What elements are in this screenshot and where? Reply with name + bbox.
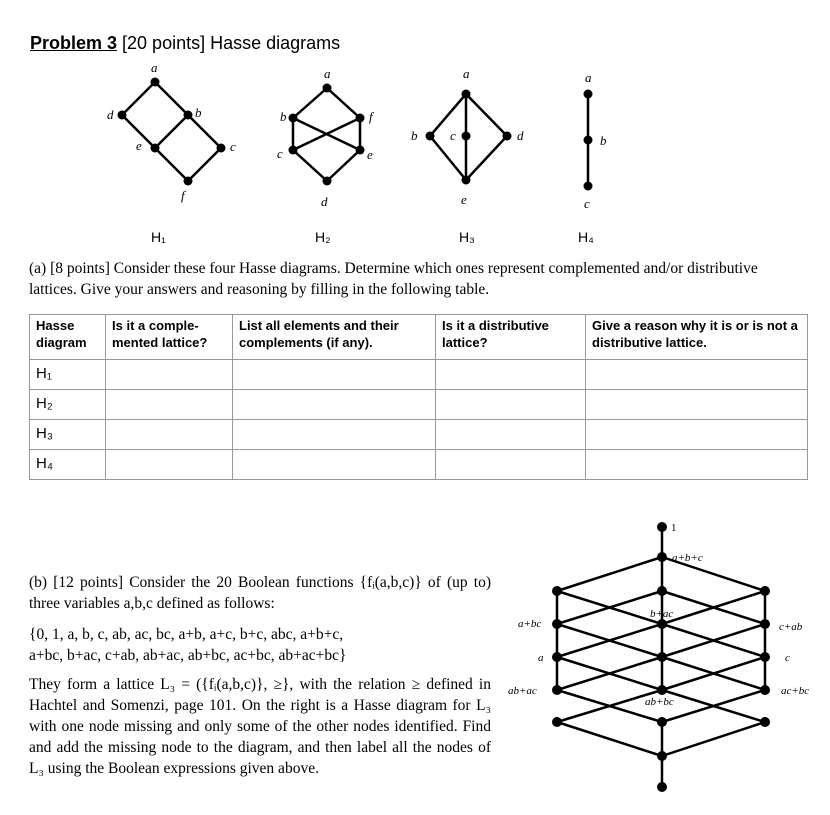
h2-label-a: a xyxy=(324,66,331,81)
row-label-h2: H₂ xyxy=(30,390,106,420)
lattice-node xyxy=(760,717,770,727)
row-label-h4: H₄ xyxy=(30,450,106,480)
lattice-node xyxy=(760,586,770,596)
problem-points-title: [20 points] Hasse diagrams xyxy=(117,33,341,53)
lattice-node xyxy=(657,586,667,596)
h4-caption: H₄ xyxy=(578,229,594,245)
lattice-node-bottom xyxy=(657,782,667,792)
h1-label-a: a xyxy=(151,60,158,75)
h1-caption: H₁ xyxy=(151,229,166,245)
part-b-set-line-1: {0, 1, a, b, c, ab, ac, bc, a+b, a+c, b+c, abc, a+b+c, xyxy=(29,626,344,643)
h1-label-f: f xyxy=(181,188,185,203)
h2-label-b: b xyxy=(280,109,287,124)
lattice-node xyxy=(657,619,667,629)
h4-label-a: a xyxy=(585,70,592,85)
header-reason: Give a reason why it is or is not a distributive lattice. xyxy=(586,315,808,360)
header-distributive: Is it a distributive lattice? xyxy=(436,315,586,360)
lattice-node xyxy=(657,552,667,562)
part-a-text: (a) [8 points] Consider these four Hasse diagrams. Determine which ones represent complemented and/or distributive lattices. Give your answers and reasoning by filling in the following table. xyxy=(29,260,758,298)
row-label-h3: H₃ xyxy=(30,420,106,450)
h4-label-b: b xyxy=(600,133,607,148)
lattice-node xyxy=(657,652,667,662)
h3-label-d: d xyxy=(517,128,524,143)
h1-label-e: e xyxy=(136,138,142,153)
lattice-label-c: c xyxy=(785,652,790,664)
lattice-node xyxy=(657,751,667,761)
lattice-node xyxy=(552,652,562,662)
lattice-node xyxy=(760,619,770,629)
h3-label-b: b xyxy=(411,128,418,143)
lattice-label-b-ac: b+ac xyxy=(650,608,674,620)
lattice-node-top xyxy=(657,522,667,532)
problem-number: Problem 3 xyxy=(30,33,118,53)
h1-label-d: d xyxy=(107,107,114,122)
h3-label-e: e xyxy=(461,192,467,207)
h1-label-c: c xyxy=(230,139,236,154)
lattice-label-ac-bc: ac+bc xyxy=(781,685,810,697)
lattice-label-ab-ac: ab+ac xyxy=(508,685,537,697)
h3-caption: H₃ xyxy=(459,229,475,245)
lattice-label-a-bc: a+bc xyxy=(518,618,542,630)
h2-label-c: c xyxy=(277,146,283,161)
lattice-label-ab-bc: ab+bc xyxy=(645,696,674,708)
h2-label-f: f xyxy=(369,109,373,124)
lattice-label-a-b-c: a+b+c xyxy=(672,552,703,564)
lattice-label-a: a xyxy=(538,652,544,664)
part-b-set-line-2: a+bc, b+ac, c+ab, ab+ac, ab+bc, ac+bc, ab+ac+bc} xyxy=(29,647,347,664)
lattice-node xyxy=(552,586,562,596)
lattice-node xyxy=(760,685,770,695)
lattice-node xyxy=(760,652,770,662)
header-complemented: Is it a comple-mented lattice? xyxy=(106,315,233,360)
lattice-node xyxy=(552,685,562,695)
lattice-node xyxy=(552,619,562,629)
h1-label-b: b xyxy=(195,105,202,120)
h3-label-c: c xyxy=(450,128,456,143)
lattice-label-top: 1 xyxy=(671,522,677,534)
h2-caption: H₂ xyxy=(315,229,331,245)
header-hasse-diagram: Hasse diagram xyxy=(30,315,106,360)
h2-label-d: d xyxy=(321,194,328,209)
header-complements-list: List all elements and their complements (if any). xyxy=(233,315,436,360)
lattice-node xyxy=(657,717,667,727)
row-label-h1: H₁ xyxy=(30,360,106,390)
h4-label-c: c xyxy=(584,196,590,211)
h2-label-e: e xyxy=(367,147,373,162)
part-b-paragraph: They form a lattice L₃ = ({fᵢ(a,b,c)}, ≥}, with the relation ≥ defined in Hachtel and Somenzi, page 101. On the right is a Hasse diagram for L₃ with one node missing and only some of the other nodes identified. Find and add the missing node to the diagram, and then label all the nodes of L₃ using the Boolean expressions given above. xyxy=(29,676,491,777)
part-b-intro: (b) [12 points] Consider the 20 Boolean functions {fᵢ(a,b,c)} of (up to) three variables a,b,c defined as follows: xyxy=(29,574,491,612)
lattice-node xyxy=(552,717,562,727)
lattice-node xyxy=(657,685,667,695)
lattice-label-c-ab: c+ab xyxy=(779,621,803,633)
h3-label-a: a xyxy=(463,66,470,81)
